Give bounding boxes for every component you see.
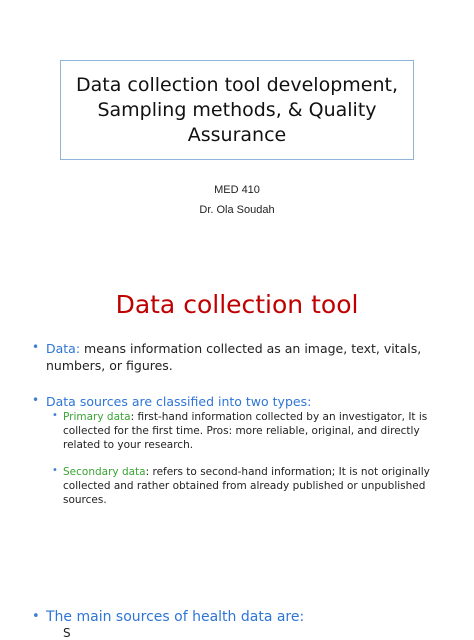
title-box [60,60,414,160]
course-code: MED 410 [214,184,260,196]
bullet-primary-data [52,410,447,452]
author-name: Dr. Ola Soudah [199,204,275,216]
bullet-dot-icon: • [32,340,40,354]
main-sources-text: The main sources of health data are: [46,609,305,625]
bullet-dot-icon: • [52,465,58,476]
title-line-2: Sampling methods, & Quality [97,98,377,121]
bullet-main-sources [32,608,446,626]
bullet-data-sources [32,393,446,410]
title-line-1: Data collection tool development, [76,73,398,96]
data-text: means information collected as an image, text, vitals, numbers, or figures. [46,341,422,373]
section-heading: Data collection tool [115,290,359,319]
secondary-text: : refers to second-hand information; It is not originally collected and rather obtained from already published or unpublished sources. [63,466,430,506]
primary-text: : first-hand information collected by an investigator, It is collected for the first time. Pros: more reliable, original, and directly related to your research. [63,411,428,451]
bullet-dot-icon: • [32,393,40,407]
slide-title [76,73,398,148]
secondary-term: Secondary data [63,466,146,478]
title-line-3: Assurance [187,123,287,146]
primary-term: Primary data [63,411,131,423]
cut-off-text: S [63,626,71,640]
bullet-secondary-data [52,465,447,507]
data-term: Data: [46,341,81,356]
data-sources-text: Data sources are classified into two types: [46,394,312,409]
bullet-dot-icon: • [52,410,58,421]
bullet-data [32,340,446,374]
bullet-dot-icon: • [32,609,40,624]
